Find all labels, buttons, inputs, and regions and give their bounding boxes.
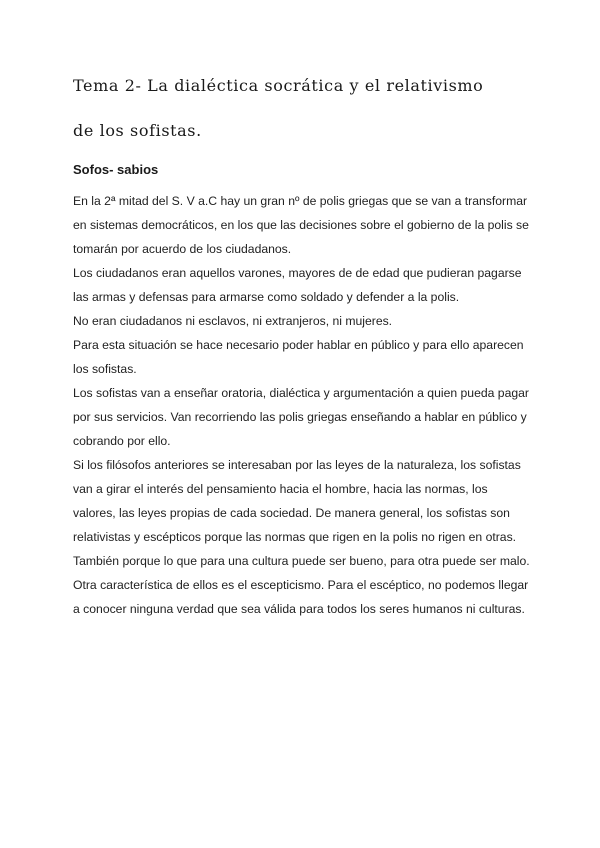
text-line: Otra característica de ellos es el escepticismo. Para el escéptico, no podemos llegar: [73, 578, 529, 592]
text-line: Si los filósofos anteriores se interesaban por las leyes de la naturaleza, los sofistas: [73, 458, 521, 472]
text-line: cobrando por ello.: [73, 434, 171, 448]
text-line: Los ciudadanos eran aquellos varones, mayores de de edad que pudieran pagarse: [73, 266, 522, 280]
text-line: por sus servicios. Van recorriendo las polis griegas enseñando a hablar en público y: [73, 410, 527, 424]
text-line: Los sofistas van a enseñar oratoria, dialéctica y argumentación a quien pueda pagar: [73, 386, 529, 400]
text-line: También porque lo que para una cultura puede ser bueno, para otra puede ser malo.: [73, 554, 530, 568]
text-line: relativistas y escépticos porque las normas que rigen en la polis no rigen en otras.: [73, 530, 517, 544]
text-line: Para esta situación se hace necesario poder hablar en público y para ello aparecen: [73, 338, 524, 352]
text-line: las armas y defensas para armarse como soldado y defender a la polis.: [73, 290, 460, 304]
text-line: En la 2ª mitad del S. V a.C hay un gran nº de polis griegas que se van a transformar: [73, 194, 528, 208]
text-line: en sistemas democráticos, en los que las decisiones sobre el gobierno de la polis se: [73, 218, 529, 232]
title-line-2: de los sofistas.: [73, 121, 202, 140]
text-line: los sofistas.: [73, 362, 137, 376]
section-subheading: Sofos- sabios: [73, 162, 159, 177]
text-line: tomarán por acuerdo de los ciudadanos.: [73, 242, 292, 256]
text-line: No eran ciudadanos ni esclavos, ni extranjeros, ni mujeres.: [73, 314, 393, 328]
text-line: van a girar el interés del pensamiento hacia el hombre, hacia las normas, los: [73, 482, 488, 496]
text-line: a conocer ninguna verdad que sea válida para todos los seres humanos ni culturas.: [73, 602, 525, 616]
title-line-1: Tema 2- La dialéctica socrática y el relativismo: [73, 76, 484, 95]
body-text: [73, 189, 543, 621]
text-line: valores, las leyes propias de cada sociedad. De manera general, los sofistas son: [73, 506, 510, 520]
